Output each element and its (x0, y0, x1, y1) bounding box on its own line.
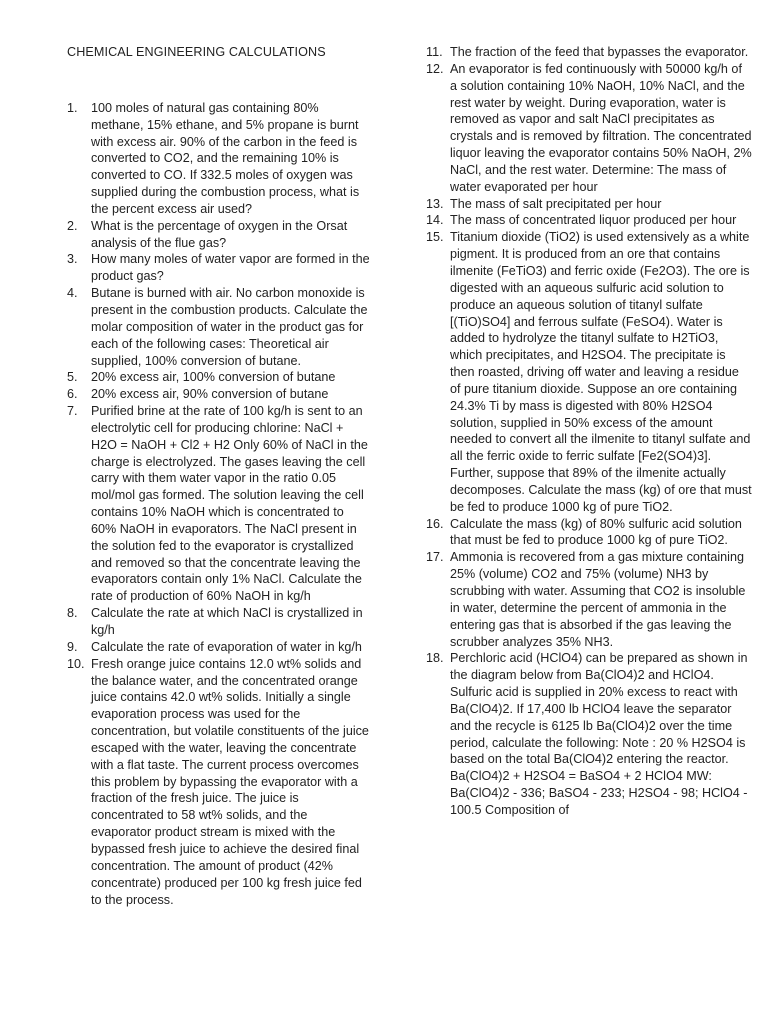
right-column (426, 44, 752, 819)
item-text: Calculate the rate at which NaCl is crystallized in kg/h (91, 606, 363, 637)
item-text: The mass of salt precipitated per hour (450, 196, 662, 211)
question-list-left (67, 100, 370, 909)
item-text: An evaporator is fed continuously with 50000 kg/h of a solution containing 10% NaOH, 10% NaCl, and the rest water by weight. During evaporation, water is removed as vapor and salt NaCl precipitates as crystals and is removed by filtration. The concentrated liquor leaving the evaporator contains 50% NaOH, 2% NaCl, and the rest water. Determine: The mass of water evaporated per hour (450, 61, 752, 194)
item-text: Calculate the rate of evaporation of water in kg/h (91, 639, 362, 654)
item-text: How many moles of water vapor are formed in the product gas? (91, 252, 370, 284)
list-item (426, 44, 752, 61)
list-item (67, 656, 370, 909)
list-item (67, 285, 370, 369)
item-text: The mass of concentrated liquor produced per hour (450, 213, 737, 228)
item-number: 4. (67, 286, 78, 301)
item-text: Fresh orange juice contains 12.0 wt% solids and the balance water, and the concentrated orange juice contains 42.0 wt% solids. Initially a single evaporation process was used for the concentration, but volatile constituents of the juice escaped with the water, leaving the concentrate with a flat taste. The current process overcomes this problem by bypassing the evaporator with a fraction of the fresh juice. The juice is concentrated to 58 wt% solids, and the evaporator product stream is mixed with the bypassed fresh juice to achieve the desired final concentration. The amount of product (42% concentrate) produced per 100 kg fresh juice fed to the process. (91, 656, 369, 907)
item-number: 14. (426, 213, 444, 228)
list-item (426, 212, 752, 229)
item-text: What is the percentage of oxygen in the Orsat analysis of the flue gas? (91, 218, 348, 250)
item-number: 15. (426, 230, 444, 245)
left-column (67, 44, 370, 908)
item-number: 18. (426, 651, 444, 666)
list-item (426, 229, 752, 515)
list-item (67, 386, 370, 403)
list-item (426, 516, 752, 550)
list-item (67, 639, 370, 656)
list-item (67, 218, 370, 252)
item-number: 13. (426, 196, 444, 211)
list-item (426, 650, 752, 818)
list-item (67, 605, 370, 639)
item-text: 20% excess air, 100% conversion of butane (91, 370, 336, 385)
list-item (426, 61, 752, 196)
item-text: Calculate the mass (kg) of 80% sulfuric acid solution that must be fed to produce 1000 kg of pure TiO2. (450, 516, 742, 548)
item-number: 3. (67, 252, 78, 267)
item-text: Ammonia is recovered from a gas mixture containing 25% (volume) CO2 and 75% (volume) NH3 by scrubbing with water. Assuming that CO2 is insoluble in water, determine the percent of ammonia in the entering gas that is absorbed if the gas leaving the scrubber analyzes 35% NH3. (450, 550, 746, 649)
list-item (426, 549, 752, 650)
item-text: Titanium dioxide (TiO2) is used extensively as a white pigment. It is produced from an ore that contains ilmenite (FeTiO3) and ferric oxide (Fe2O3). The ore is digested with an aqueous sulfuric acid solution to produce an aqueous solution of titanyl sulfate [(TiO)SO4] and ferrous sulfate (FeSO4). Water is added to hydrolyze the titanyl sulfate to H2TiO3, which precipitates, and H2SO4. The precipitate is then roasted, driving off water and leaving a residue of pure titanium dioxide. Suppose an ore containing 24.3% Ti by mass is digested with 80% H2SO4 solution, supplied in 50% excess of the amount needed to convert all the ilmenite to titanyl sulfate and all the ferric oxide to ferric sulfate [Fe2(SO4)3]. Further, suppose that 89% of the ilmenite actually decomposes. Calculate the mass (kg) of ore that must be fed to produce 1000 kg of pure TiO2. (450, 230, 752, 514)
item-text: 100 moles of natural gas containing 80% methane, 15% ethane, and 5% propane is burnt with excess air. 90% of the carbon in the feed is converted to CO2, and the remaining 10% is converted to CO. If 332.5 moles of oxygen was supplied during the combustion process, what is the percent excess air used? (91, 100, 360, 216)
list-item (67, 369, 370, 386)
item-text: 20% excess air, 90% conversion of butane (91, 387, 329, 402)
item-number: 9. (67, 639, 78, 654)
item-text: Perchloric acid (HClO4) can be prepared as shown in the diagram below from Ba(ClO4)2 and HClO4. Sulfuric acid is supplied in 20% excess to react with Ba(ClO4)2. If 17,400 lb HClO4 leave the separator and the recycle is 6125 lb Ba(ClO4)2 over the time period, calculate the following: Note : 20 % H2SO4 is based on the total Ba(ClO4)2 entering the reactor. Ba(ClO4)2 + H2SO4 = BaSO4 + 2 HClO4 MW: Ba(ClO4)2 - 336; BaSO4 - 233; H2SO4 - 98; HClO4 - 100.5 Composition of (450, 651, 748, 817)
document-title: CHEMICAL ENGINEERING CALCULATIONS (67, 45, 326, 59)
item-number: 17. (426, 550, 444, 565)
item-text: Purified brine at the rate of 100 kg/h is sent to an electrolytic cell for producing chlorine: NaCl + H2O = NaOH + Cl2 + H2 Only 60% of NaCl in the charge is electrolyzed. The gases leaving the cell carry with them water vapor in the ratio 0.05 mol/mol gas formed. The solution leaving the cell contains 10% NaOH which is concentrated to 60% NaOH in evaporators. The NaCl present in the solution fed to the evaporator is crystallized and removed so that the concentrate leaving the evaporators contain only 1% NaCl. Calculate the rate of production of 60% NaOH in kg/h (91, 404, 368, 604)
item-number: 10. (67, 656, 85, 671)
item-text: Butane is burned with air. No carbon monoxide is present in the combustion products. Calculate the molar composition of water in the product gas for each of the following cases: Theoretical air supplied, 100% conversion of butane. (91, 286, 368, 368)
item-number: 7. (67, 404, 78, 419)
item-number: 6. (67, 387, 78, 402)
item-number: 11. (426, 45, 443, 59)
list-item (67, 251, 370, 285)
item-number: 8. (67, 606, 78, 621)
item-number: 5. (67, 370, 78, 385)
question-list-right (426, 44, 752, 819)
list-item (67, 403, 370, 605)
list-item (67, 100, 370, 218)
list-item (426, 196, 752, 213)
item-number: 12. (426, 61, 444, 76)
item-number: 16. (426, 516, 444, 531)
item-text: The fraction of the feed that bypasses the evaporator. (450, 45, 749, 59)
item-number: 2. (67, 218, 78, 233)
item-number: 1. (67, 100, 78, 115)
